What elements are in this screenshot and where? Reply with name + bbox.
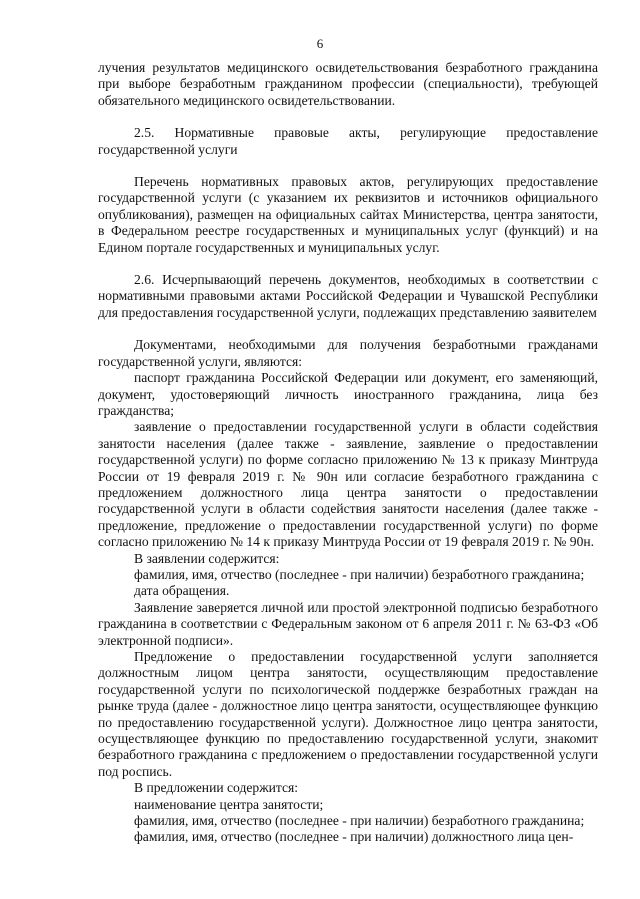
paragraph-official-name: фамилия, имя, отчество (последнее - при наличии) должностного лица цен- bbox=[134, 829, 574, 845]
paragraph-application: заявление о предоставлении государственной услуги в области содействия занятости населения (далее также - заявление, заявление о предоставлении государственной услуги) по форме согласно приложению № 13 к приказу Минтруда России от 19 февраля 2019 г. № 90н или согласие безработного гражданина с предложением должностного лица центра занятости о предоставлении государственной услуги в области содействия занятости населения (далее также - предложение, предложение о предоставлении государственной услуги) по форме согласно приложению № 14 к приказу Минтруда России от 19 февраля 2019 г. № 90н. bbox=[98, 419, 598, 550]
paragraph-proposal: Предложение о предоставлении государственной услуги заполняется должностным лицом центра занятости, осуществляющим предоставление государственной услуги по психологической поддержке безработных граждан на рынке труда (далее - должностное лицо центра занятости, осуществляющее функцию по предоставлению государственной услуги). Должностное лицо центра занятости, осуществляющее функцию по предоставлению государственной услуги, знакомит безработного гражданина с предложением о предоставлении государственной услуги под роспись. bbox=[98, 649, 598, 779]
paragraph-passport: паспорт гражданина Российской Федерации или документ, его заменяющий, документ, удостоверяющий личность иностранного гражданина, лица без гражданства; bbox=[98, 370, 598, 418]
paragraph-legal-acts: Перечень нормативных правовых актов, регулирующих предоставление государственной услуги (с указанием их реквизитов и источников официального опубликования), размещен на официальных сайтах Министерства, центра занятости, в Федеральном реестре государственных и муниципальных услуг (функций) и на Едином портале государственных и муниципальных услуг. bbox=[98, 174, 598, 255]
paragraph-application-contains: В заявлении содержится: bbox=[134, 550, 280, 566]
paragraph-citizen-name: фамилия, имя, отчество (последнее - при наличии) безработного гражданина; bbox=[134, 813, 585, 829]
page-number: 6 bbox=[316, 36, 324, 51]
paragraph-date: дата обращения. bbox=[134, 583, 230, 599]
paragraph-signature: Заявление заверяется личной или простой электронной подписью безработного гражданина в соответствии с Федеральным законом от 6 апреля 2011 г. № 63-ФЗ «Об электронной подписи». bbox=[98, 599, 598, 648]
paragraph-proposal-contains: В предложении содержится: bbox=[134, 780, 299, 796]
paragraph-center-name: наименование центра занятости; bbox=[134, 796, 324, 812]
paragraph-documents: Документами, необходимыми для получения безработными гражданами государственной услуги, являются: bbox=[98, 337, 598, 369]
section-heading-2-5: 2.5. Нормативные правовые акты, регулирующие предоставление государственной услуги bbox=[98, 125, 598, 157]
paragraph-continuation: лучения результатов медицинского освидетельствования безработного гражданина при выборе безработным гражданином профессии (специальности), требующей обязательного медицинского освидетельствовании. bbox=[98, 60, 598, 108]
section-heading-2-6: 2.6. Исчерпывающий перечень документов, необходимых в соответствии с нормативными правовыми актами Российской Федерации и Чувашской Республики для предоставления государственной услуги, подлежащих представлению заявителем bbox=[98, 272, 598, 320]
paragraph-full-name: фамилия, имя, отчество (последнее - при наличии) безработного гражданина; bbox=[134, 566, 585, 582]
document-body bbox=[98, 60, 598, 846]
